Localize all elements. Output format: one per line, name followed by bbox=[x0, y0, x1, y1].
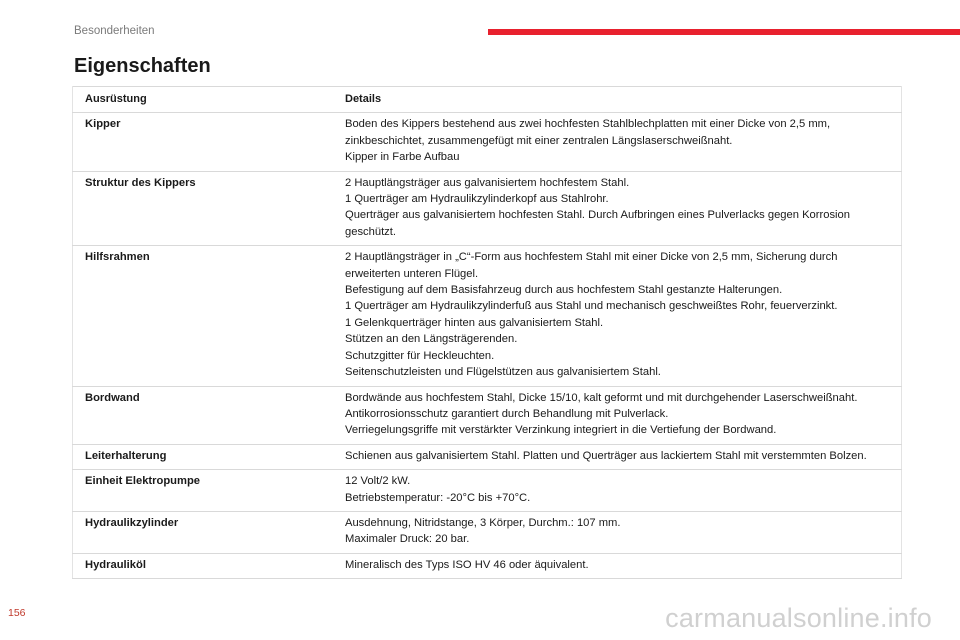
equipment-cell: Bordwand bbox=[73, 386, 334, 444]
detail-line: Mineralisch des Typs ISO HV 46 oder äquivalent. bbox=[345, 558, 589, 571]
details-cell bbox=[333, 444, 902, 469]
table-row bbox=[73, 113, 902, 171]
equipment-cell: Leiterhalterung bbox=[73, 444, 334, 469]
details-cell bbox=[333, 246, 902, 386]
equipment-cell: Hydrauliköl bbox=[73, 553, 334, 578]
equipment-cell: Struktur des Kippers bbox=[73, 171, 334, 246]
detail-line: Querträger aus galvanisiertem hochfesten Stahl. Durch Aufbringen eines Pulverlacks gegen Korrosion bbox=[345, 209, 850, 222]
detail-line: erweiterten unteren Flügel. bbox=[345, 267, 479, 280]
details-cell bbox=[333, 553, 902, 578]
page-title: Eigenschaften bbox=[74, 55, 211, 77]
table-header-row bbox=[73, 87, 902, 113]
detail-line: Kipper in Farbe Aufbau bbox=[345, 151, 460, 164]
table-row bbox=[73, 171, 902, 246]
detail-line: Antikorrosionsschutz garantiert durch Behandlung mit Pulverlack. bbox=[345, 407, 669, 420]
equipment-cell: Hilfsrahmen bbox=[73, 246, 334, 386]
table-body bbox=[73, 113, 902, 579]
column-header-details: Details bbox=[333, 87, 902, 113]
specifications-table bbox=[72, 86, 902, 579]
detail-line: Maximaler Druck: 20 bar. bbox=[345, 533, 470, 546]
detail-line: 12 Volt/2 kW. bbox=[345, 475, 411, 488]
detail-line: Betriebstemperatur: -20°C bis +70°C. bbox=[345, 491, 531, 504]
table-row bbox=[73, 444, 902, 469]
page-number: 156 bbox=[8, 607, 26, 619]
detail-line: 1 Querträger am Hydraulikzylinderfuß aus Stahl und mechanisch geschweißtes Rohr, feuerverzinkt. bbox=[345, 300, 838, 313]
detail-line: geschützt. bbox=[345, 225, 396, 238]
table-row bbox=[73, 470, 902, 512]
detail-line: Verriegelungsgriffe mit verstärkter Verzinkung integriert in die Vertiefung der Bordwand. bbox=[345, 424, 777, 437]
watermark: carmanualsonline.info bbox=[665, 603, 932, 633]
detail-line: Befestigung auf dem Basisfahrzeug durch aus hochfestem Stahl gestanzte Halterungen. bbox=[345, 284, 783, 297]
detail-line: 2 Hauptlängsträger aus galvanisiertem hochfestem Stahl. bbox=[345, 176, 630, 189]
detail-line: Schienen aus galvanisiertem Stahl. Platten und Querträger aus lackiertem Stahl mit verstemmten Bolzen. bbox=[345, 449, 867, 462]
table-row bbox=[73, 386, 902, 444]
detail-line: 1 Gelenkquerträger hinten aus galvanisiertem Stahl. bbox=[345, 316, 604, 329]
detail-line: Boden des Kippers bestehend aus zwei hochfesten Stahlblechplatten mit einer Dicke von 2,5 mm, bbox=[345, 118, 831, 131]
details-cell bbox=[333, 470, 902, 512]
detail-line: Bordwände aus hochfestem Stahl, Dicke 15/10, kalt geformt und mit durchgehender Laserschweißnaht. bbox=[345, 391, 858, 404]
details-cell bbox=[333, 386, 902, 444]
detail-line: Ausdehnung, Nitridstange, 3 Körper, Durchm.: 107 mm. bbox=[345, 516, 621, 529]
equipment-cell: Kipper bbox=[73, 113, 334, 171]
section-label: Besonderheiten bbox=[74, 25, 155, 37]
table-row bbox=[73, 246, 902, 386]
detail-line: Stützen an den Längsträgerenden. bbox=[345, 333, 518, 346]
equipment-cell: Hydraulikzylinder bbox=[73, 511, 334, 553]
details-cell bbox=[333, 171, 902, 246]
detail-line: Seitenschutzleisten und Flügelstützen aus galvanisiertem Stahl. bbox=[345, 366, 661, 379]
detail-line: Schutzgitter für Heckleuchten. bbox=[345, 349, 495, 362]
equipment-cell: Einheit Elektropumpe bbox=[73, 470, 334, 512]
detail-line: zinkbeschichtet, zusammengefügt mit einer zentralen Längslaserschweißnaht. bbox=[345, 134, 733, 147]
header-accent-bar bbox=[488, 29, 960, 35]
table-row bbox=[73, 553, 902, 578]
column-header-equipment: Ausrüstung bbox=[73, 87, 334, 113]
table-row bbox=[73, 511, 902, 553]
details-cell bbox=[333, 511, 902, 553]
detail-line: 1 Querträger am Hydraulikzylinderkopf aus Stahlrohr. bbox=[345, 193, 609, 206]
detail-line: 2 Hauptlängsträger in „C“-Form aus hochfestem Stahl mit einer Dicke von 2,5 mm, Sicherung durch bbox=[345, 251, 838, 264]
details-cell bbox=[333, 113, 902, 171]
